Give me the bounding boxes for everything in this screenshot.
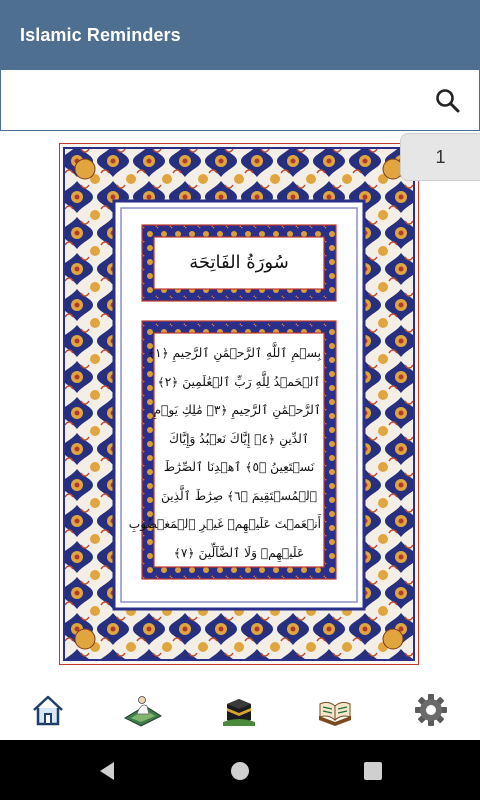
prayer-mat-icon [123, 692, 163, 728]
verse-line: ٱلۡمُسۡتَقِيمَ ﴿٦﴾ صِرَٰطَ ٱلَّذِينَ [160, 488, 318, 503]
page-number-badge[interactable]: 1 [400, 133, 480, 181]
search-bar[interactable] [0, 70, 480, 131]
quran-icon [315, 692, 355, 728]
verse-line: عَلَيۡهِمۡ وَلَا ٱلضَّآلِّينَ ﴿٧﴾ [173, 545, 305, 560]
settings-icon [413, 692, 449, 728]
verse-line: أَنۡعَمۡتَ عَلَيۡهِمۡ غَيۡرِ ٱلۡمَغۡضُوبِ [128, 517, 321, 531]
verse-line: ٱلدِّينِ ﴿٤﴾ إِيَّاكَ نَعۡبُدُ وَإِيَّاكَ [168, 431, 310, 446]
nav-settings[interactable] [411, 690, 451, 730]
quran-page[interactable] [59, 143, 419, 665]
home-icon [30, 692, 66, 728]
app-bar [0, 0, 480, 70]
nav-quran[interactable] [315, 690, 355, 730]
verse-line: ٱلرَّحۡمَٰنِ ٱلرَّحِيمِ ﴿٣﴾ مَٰلِكِ يَوۡمِ [153, 403, 321, 417]
nav-kaaba[interactable] [219, 690, 259, 730]
search-input[interactable] [11, 84, 415, 118]
nav-prayer[interactable] [123, 690, 163, 730]
verse-line: بِسۡمِ ٱللَّهِ ٱلرَّحۡمَٰنِ ٱلرَّحِيمِ ﴿١﴾ [147, 346, 321, 360]
nav-home[interactable] [28, 690, 68, 730]
system-nav-bar [0, 740, 480, 800]
back-icon[interactable] [96, 760, 118, 782]
recents-icon[interactable] [362, 760, 384, 782]
surah-title: سُورَةُ الفَاتِحَة [189, 252, 289, 273]
verse-line: نَسۡتَعِينُ ﴿٥﴾ ٱهۡدِنَا ٱلصِّرَٰطَ [163, 460, 315, 474]
verse-block [128, 339, 321, 567]
search-icon[interactable] [435, 88, 461, 114]
kaaba-icon [221, 692, 257, 728]
verse-line: ٱلۡحَمۡدُ لِلَّهِ رَبِّ ٱلۡعَٰلَمِينَ ﴿٢﴾ [157, 374, 321, 389]
app-title: Islamic Reminders [20, 25, 181, 45]
home-button-icon[interactable] [229, 760, 251, 782]
bottom-nav [0, 678, 480, 740]
